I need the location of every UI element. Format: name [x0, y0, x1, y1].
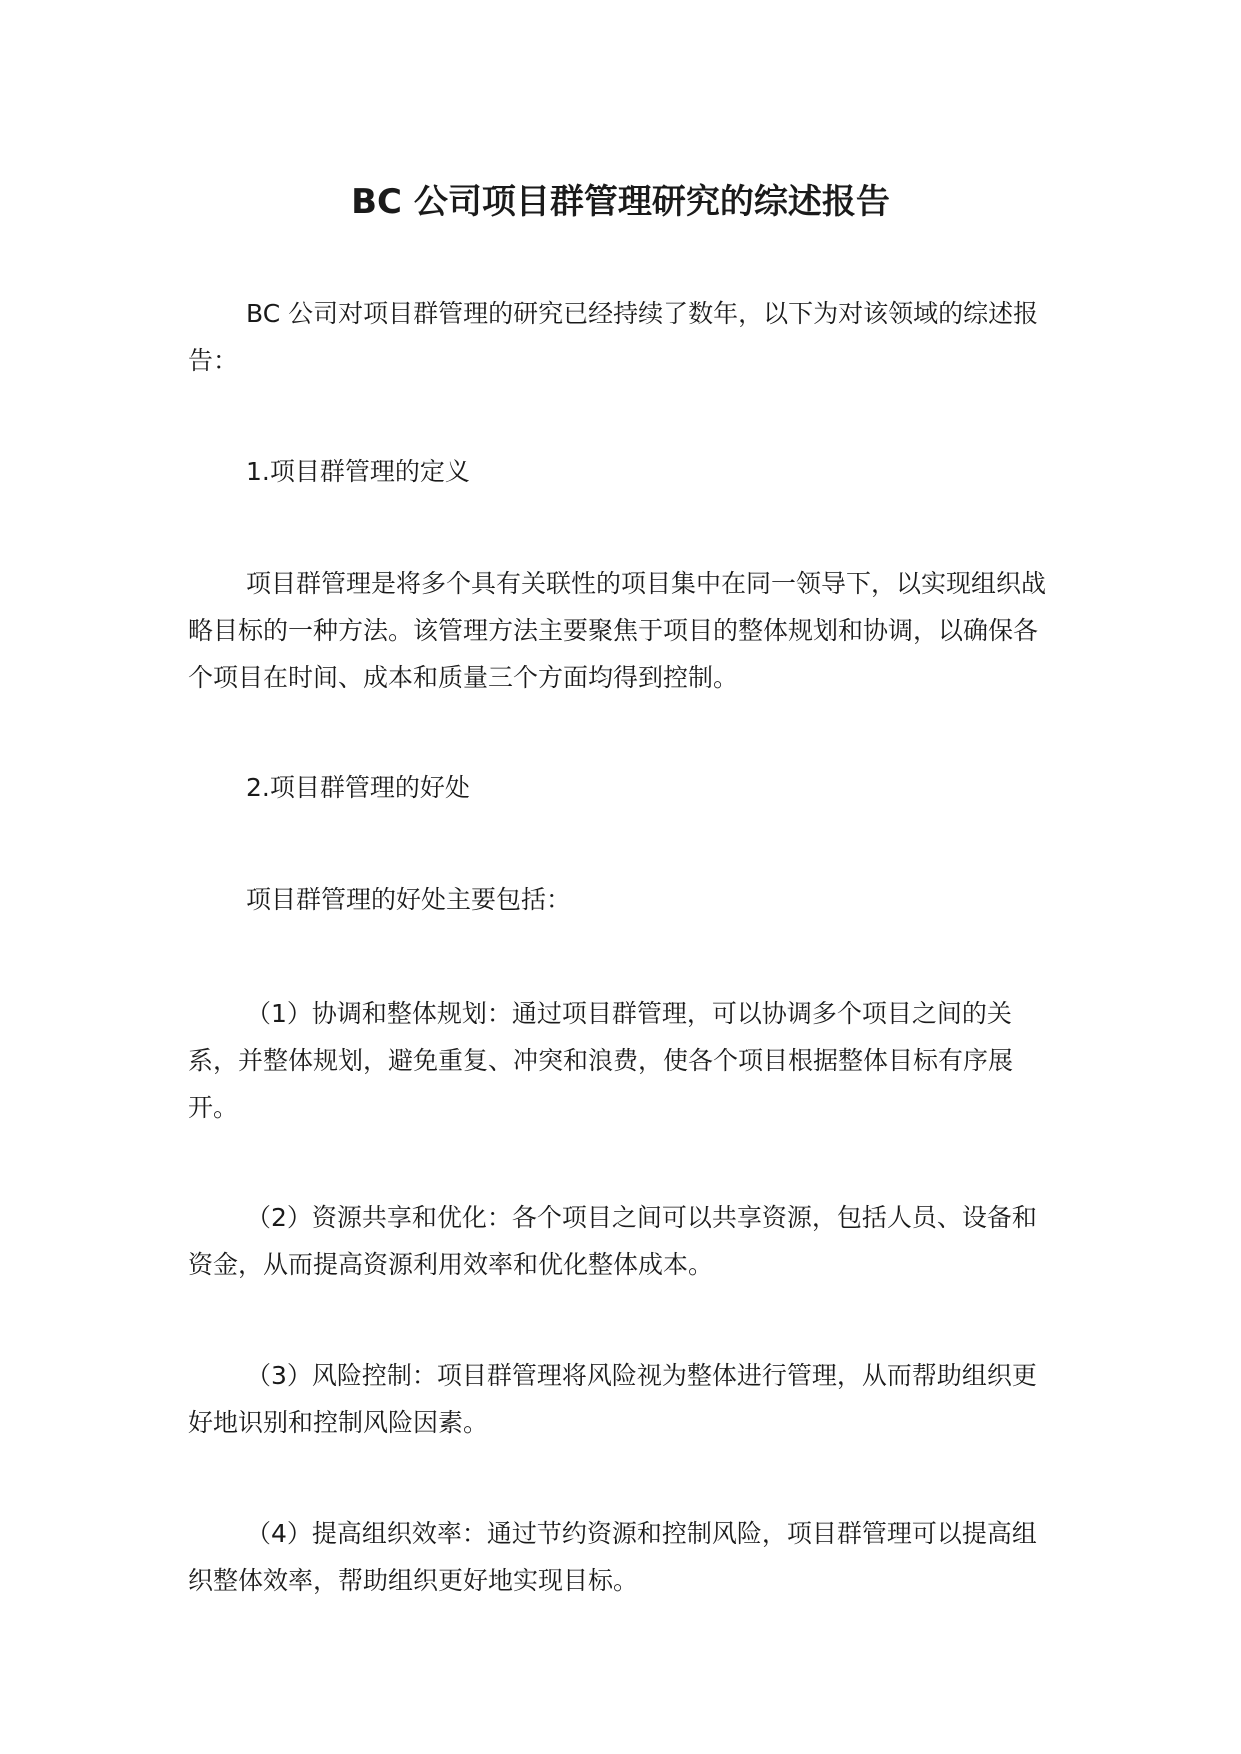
benefit-item-3: （3）风险控制：项目群管理将风险视为整体进行管理，从而帮助组织更好地识别和控制风险因素。 — [188, 1361, 1037, 1437]
benefits-intro-paragraph: 项目群管理的好处主要包括： — [246, 885, 572, 914]
definition-paragraph: 项目群管理是将多个具有关联性的项目集中在同一领导下，以实现组织战略目标的一种方法。该管理方法主要聚焦于项目的整体规划和协调，以确保各个项目在时间、成本和质量三个方面均得到控制。 — [188, 569, 1047, 692]
section-heading-definition: 1.项目群管理的定义 — [246, 457, 470, 486]
benefit-item-2: （2）资源共享和优化：各个项目之间可以共享资源，包括人员、设备和资金，从而提高资源利用效率和优化整体成本。 — [188, 1203, 1037, 1279]
intro-paragraph: BC 公司对项目群管理的研究已经持续了数年，以下为对该领域的综述报告： — [188, 299, 1039, 375]
benefit-item-4: （4）提高组织效率：通过节约资源和控制风险，项目群管理可以提高组织整体效率，帮助组织更好地实现目标。 — [188, 1519, 1037, 1595]
document-title: BC 公司项目群管理研究的综述报告 — [351, 182, 890, 222]
section-heading-benefits: 2.项目群管理的好处 — [246, 773, 470, 802]
benefit-item-1: （1）协调和整体规划：通过项目群管理，可以协调多个项目之间的关系，并整体规划，避免重复、冲突和浪费，使各个项目根据整体目标有序展开。 — [188, 999, 1014, 1122]
